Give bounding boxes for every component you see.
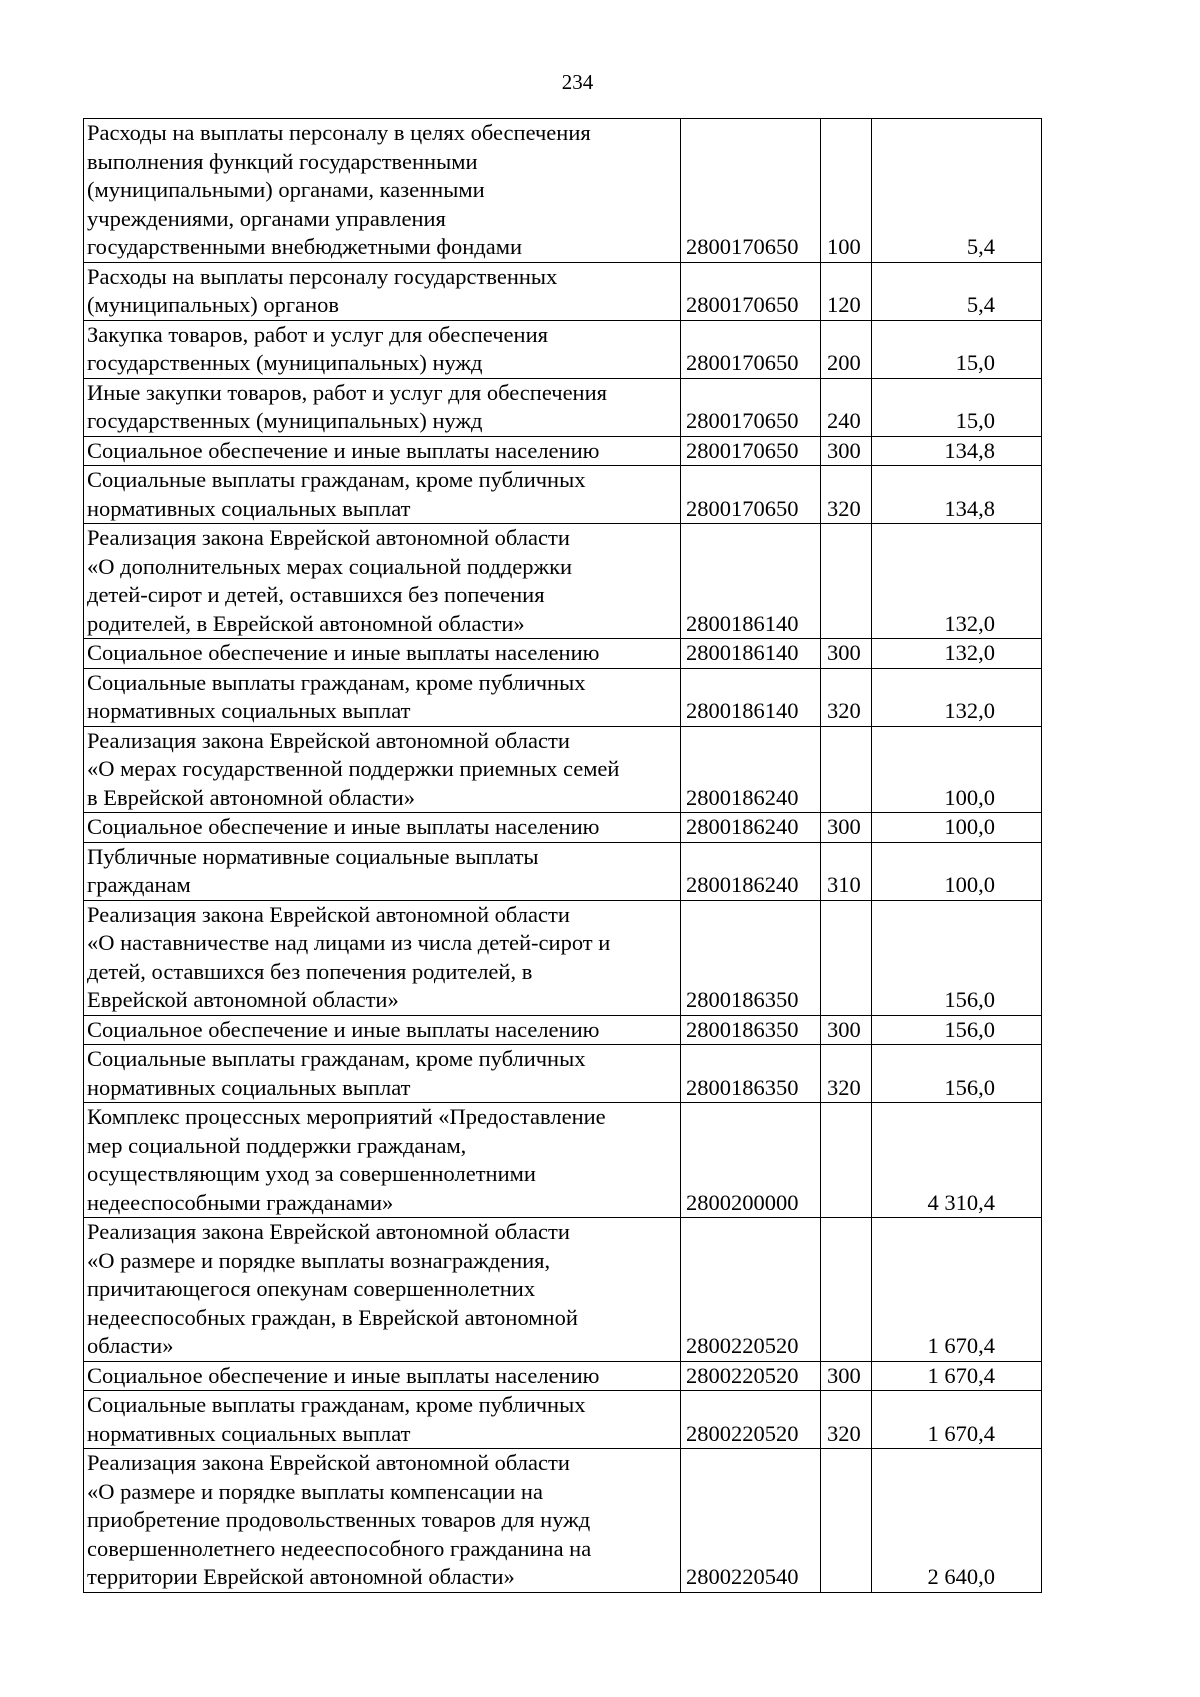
table-row: [84, 842, 1042, 900]
amount-cell: 1 670,4: [872, 1361, 1042, 1391]
expense-type-cell: [821, 1103, 872, 1218]
expense-type-cell: 300: [821, 813, 872, 843]
expense-type-cell: 200: [821, 320, 872, 378]
table-row: [84, 1218, 1042, 1362]
expense-name-cell: Социальное обеспечение и иные выплаты населению: [84, 436, 681, 466]
expense-type-cell: [821, 524, 872, 639]
table-row: [84, 1045, 1042, 1103]
amount-cell: 132,0: [872, 668, 1042, 726]
expense-type-cell: 300: [821, 1015, 872, 1045]
amount-cell: 4 310,4: [872, 1103, 1042, 1218]
table-row: [84, 524, 1042, 639]
table-row: [84, 1391, 1042, 1449]
target-code-cell: 2800186240: [681, 842, 821, 900]
expense-type-cell: 100: [821, 119, 872, 263]
expense-name-cell: Социальное обеспечение и иные выплаты населению: [84, 813, 681, 843]
expense-name-cell: Расходы на выплаты персоналу государственных (муниципальных) органов: [84, 262, 681, 320]
table-row: [84, 1449, 1042, 1593]
amount-cell: 132,0: [872, 639, 1042, 669]
expense-name-cell: Комплекс процессных мероприятий «Предоставление мер социальной поддержки гражданам, осуществляющим уход за совершеннолетними недееспособными гражданами»: [84, 1103, 681, 1218]
amount-cell: 156,0: [872, 1015, 1042, 1045]
table-row: [84, 668, 1042, 726]
expense-type-cell: 320: [821, 1391, 872, 1449]
expense-name-cell: Социальные выплаты гражданам, кроме публичных нормативных социальных выплат: [84, 1391, 681, 1449]
expense-type-cell: [821, 900, 872, 1015]
target-code-cell: 2800220540: [681, 1449, 821, 1593]
budget-table: [83, 118, 1042, 1593]
target-code-cell: 2800186350: [681, 1015, 821, 1045]
target-code-cell: 2800170650: [681, 262, 821, 320]
table-row: [84, 1015, 1042, 1045]
table-row: [84, 726, 1042, 813]
table-row: [84, 378, 1042, 436]
page-number: 234: [561, 70, 594, 94]
amount-cell: 1 670,4: [872, 1391, 1042, 1449]
target-code-cell: 2800186140: [681, 668, 821, 726]
table-row: [84, 639, 1042, 669]
target-code-cell: 2800170650: [681, 466, 821, 524]
expense-type-cell: 240: [821, 378, 872, 436]
expense-name-cell: Социальное обеспечение и иные выплаты населению: [84, 639, 681, 669]
expense-type-cell: 300: [821, 639, 872, 669]
expense-name-cell: Социальные выплаты гражданам, кроме публичных нормативных социальных выплат: [84, 1045, 681, 1103]
amount-cell: 5,4: [872, 119, 1042, 263]
target-code-cell: 2800220520: [681, 1391, 821, 1449]
expense-name-cell: Социальное обеспечение и иные выплаты населению: [84, 1015, 681, 1045]
table-row: [84, 262, 1042, 320]
target-code-cell: 2800186350: [681, 1045, 821, 1103]
target-code-cell: 2800170650: [681, 320, 821, 378]
expense-type-cell: 310: [821, 842, 872, 900]
table-row: [84, 1361, 1042, 1391]
amount-cell: 134,8: [872, 436, 1042, 466]
expense-type-cell: 300: [821, 1361, 872, 1391]
amount-cell: 156,0: [872, 900, 1042, 1015]
expense-name-cell: Реализация закона Еврейской автономной области «О наставничестве над лицами из числа детей-сирот и детей, оставшихся без попечения родителей, в Еврейской автономной области»: [84, 900, 681, 1015]
expense-type-cell: [821, 726, 872, 813]
amount-cell: 134,8: [872, 466, 1042, 524]
expense-type-cell: 120: [821, 262, 872, 320]
amount-cell: 100,0: [872, 842, 1042, 900]
expense-type-cell: 320: [821, 668, 872, 726]
amount-cell: 2 640,0: [872, 1449, 1042, 1593]
expense-name-cell: Реализация закона Еврейской автономной области «О мерах государственной поддержки приемных семей в Еврейской автономной области»: [84, 726, 681, 813]
budget-table-body: [84, 119, 1042, 1593]
expense-name-cell: Социальное обеспечение и иные выплаты населению: [84, 1361, 681, 1391]
expense-type-cell: 320: [821, 466, 872, 524]
amount-cell: 132,0: [872, 524, 1042, 639]
target-code-cell: 2800186240: [681, 813, 821, 843]
target-code-cell: 2800170650: [681, 378, 821, 436]
expense-name-cell: Реализация закона Еврейской автономной области «О размере и порядке выплаты вознаграждения, причитающегося опекунам совершеннолетних недееспособных граждан, в Еврейской автономной области»: [84, 1218, 681, 1362]
expense-type-cell: [821, 1449, 872, 1593]
amount-cell: 156,0: [872, 1045, 1042, 1103]
expense-name-cell: Реализация закона Еврейской автономной области «О размере и порядке выплаты компенсации на приобретение продовольственных товаров для нужд совершеннолетнего недееспособного гражданина на территории Еврейской автономной области»: [84, 1449, 681, 1593]
expense-name-cell: Социальные выплаты гражданам, кроме публичных нормативных социальных выплат: [84, 466, 681, 524]
target-code-cell: 2800186240: [681, 726, 821, 813]
expense-name-cell: Реализация закона Еврейской автономной области «О дополнительных мерах социальной поддержки детей-сирот и детей, оставшихся без попечения родителей, в Еврейской автономной области»: [84, 524, 681, 639]
table-row: [84, 813, 1042, 843]
amount-cell: 1 670,4: [872, 1218, 1042, 1362]
amount-cell: 100,0: [872, 813, 1042, 843]
expense-name-cell: Публичные нормативные социальные выплаты гражданам: [84, 842, 681, 900]
target-code-cell: 2800220520: [681, 1218, 821, 1362]
target-code-cell: 2800220520: [681, 1361, 821, 1391]
amount-cell: 5,4: [872, 262, 1042, 320]
table-row: [84, 466, 1042, 524]
target-code-cell: 2800200000: [681, 1103, 821, 1218]
target-code-cell: 2800186140: [681, 524, 821, 639]
table-row: [84, 436, 1042, 466]
table-row: [84, 320, 1042, 378]
expense-name-cell: Расходы на выплаты персоналу в целях обеспечения выполнения функций государственными (муниципальными) органами, казенными учреждениями, органами управления государственными внебюджетными фондами: [84, 119, 681, 263]
amount-cell: 15,0: [872, 378, 1042, 436]
expense-type-cell: 320: [821, 1045, 872, 1103]
amount-cell: 100,0: [872, 726, 1042, 813]
table-row: [84, 900, 1042, 1015]
expense-type-cell: 300: [821, 436, 872, 466]
expense-name-cell: Социальные выплаты гражданам, кроме публичных нормативных социальных выплат: [84, 668, 681, 726]
expense-name-cell: Иные закупки товаров, работ и услуг для обеспечения государственных (муниципальных) нужд: [84, 378, 681, 436]
table-row: [84, 1103, 1042, 1218]
target-code-cell: 2800170650: [681, 119, 821, 263]
target-code-cell: 2800186140: [681, 639, 821, 669]
target-code-cell: 2800186350: [681, 900, 821, 1015]
target-code-cell: 2800170650: [681, 436, 821, 466]
expense-type-cell: [821, 1218, 872, 1362]
expense-name-cell: Закупка товаров, работ и услуг для обеспечения государственных (муниципальных) нужд: [84, 320, 681, 378]
amount-cell: 15,0: [872, 320, 1042, 378]
table-row: [84, 119, 1042, 263]
